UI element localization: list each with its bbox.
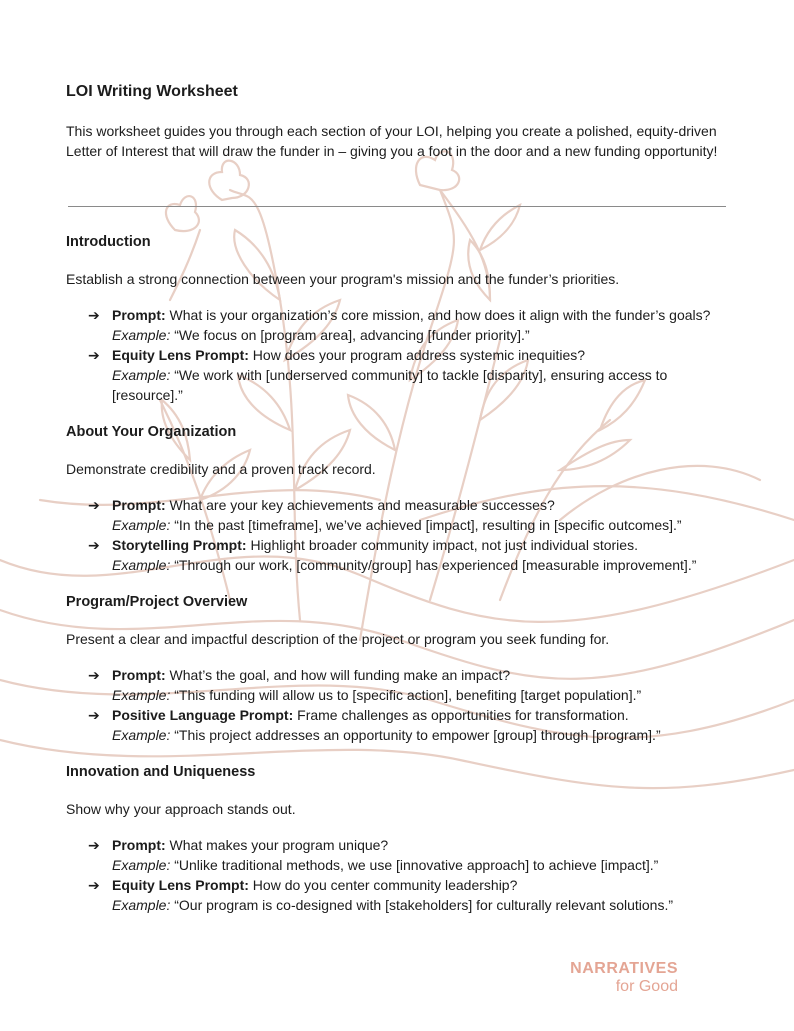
prompt-item [88,875,728,915]
section-title: Introduction [66,234,151,250]
prompt-item [88,705,728,745]
section-title: About Your Organization [66,424,237,440]
section-description: Present a clear and impactful description of the project or program you seek funding for. [66,631,610,647]
example-text: “We focus on [program area], advancing [funder priority].” [170,327,530,343]
prompt-label: Positive Language Prompt: [112,707,294,723]
example-label: Example: [112,727,171,743]
arrow-icon: ➔ [88,347,100,363]
section-description: Demonstrate credibility and a proven track record. [66,461,376,477]
logo-wordmark-top: NARRATIVES [570,960,678,977]
prompt-text: What are your key achievements and measurable successes? [165,497,555,513]
prompt-label: Storytelling Prompt: [112,537,247,553]
prompt-text: Highlight broader community impact, not just individual stories. [246,537,638,553]
prompt-text: Frame challenges as opportunities for transformation. [293,707,629,723]
brand-logo [562,960,678,996]
example-label: Example: [112,517,171,533]
prompt-label: Prompt: [112,667,166,683]
prompt-item [88,345,728,405]
prompt-list [88,495,728,575]
example-text: “Through our work, [community/group] has experienced [measurable improvement].” [170,557,697,573]
prompt-text: How do you center community leadership? [248,877,518,893]
prompt-item [88,495,728,535]
arrow-icon: ➔ [88,667,100,683]
prompt-item [88,305,728,345]
arrow-icon: ➔ [88,307,100,323]
prompt-list [88,305,728,405]
prompt-label: Equity Lens Prompt: [112,877,249,893]
prompt-item [88,835,728,875]
arrow-icon: ➔ [88,537,100,553]
example-text: “Our program is co-designed with [stakeholders] for culturally relevant solutions.” [170,897,674,913]
prompt-text: What is your organization’s core mission, and how does it align with the funder’s goals? [165,307,711,323]
logo-wordmark-bottom: for Good [615,978,678,995]
prompt-label: Prompt: [112,497,166,513]
prompt-text: What’s the goal, and how will funding make an impact? [165,667,511,683]
intro-paragraph: This worksheet guides you through each section of your LOI, helping you create a polished, equity-driven Letter of Interest that will draw the funder in – giving you a foot in the door and a new funding opportunity! [66,123,718,159]
arrow-icon: ➔ [88,497,100,513]
example-label: Example: [112,897,171,913]
example-label: Example: [112,557,171,573]
example-label: Example: [112,687,171,703]
example-text: “We work with [underserved community] to tackle [disparity], ensuring access to [resource].” [112,367,668,403]
section-title: Program/Project Overview [66,594,248,610]
prompt-list [88,665,728,745]
divider [68,206,726,207]
arrow-icon: ➔ [88,707,100,723]
section-description: Show why your approach stands out. [66,801,296,817]
prompt-label: Equity Lens Prompt: [112,347,249,363]
prompt-item [88,665,728,705]
section-title: Innovation and Uniqueness [66,764,256,780]
prompt-item [88,535,728,575]
prompt-text: How does your program address systemic inequities? [248,347,586,363]
page-title: LOI Writing Worksheet [66,83,238,100]
arrow-icon: ➔ [88,877,100,893]
prompt-list [88,835,728,915]
prompt-text: What makes your program unique? [165,837,389,853]
prompt-label: Prompt: [112,837,166,853]
example-text: “In the past [timeframe], we’ve achieved [impact], resulting in [specific outcomes].” [170,517,682,533]
section-description: Establish a strong connection between your program's mission and the funder’s priorities. [66,271,620,287]
example-text: “This funding will allow us to [specific action], benefiting [target population].” [170,687,642,703]
example-label: Example: [112,367,171,383]
prompt-label: Prompt: [112,307,166,323]
example-text: “Unlike traditional methods, we use [innovative approach] to achieve [impact].” [170,857,659,873]
example-label: Example: [112,327,171,343]
example-text: “This project addresses an opportunity to empower [group] through [program].” [170,727,661,743]
example-label: Example: [112,857,171,873]
arrow-icon: ➔ [88,837,100,853]
